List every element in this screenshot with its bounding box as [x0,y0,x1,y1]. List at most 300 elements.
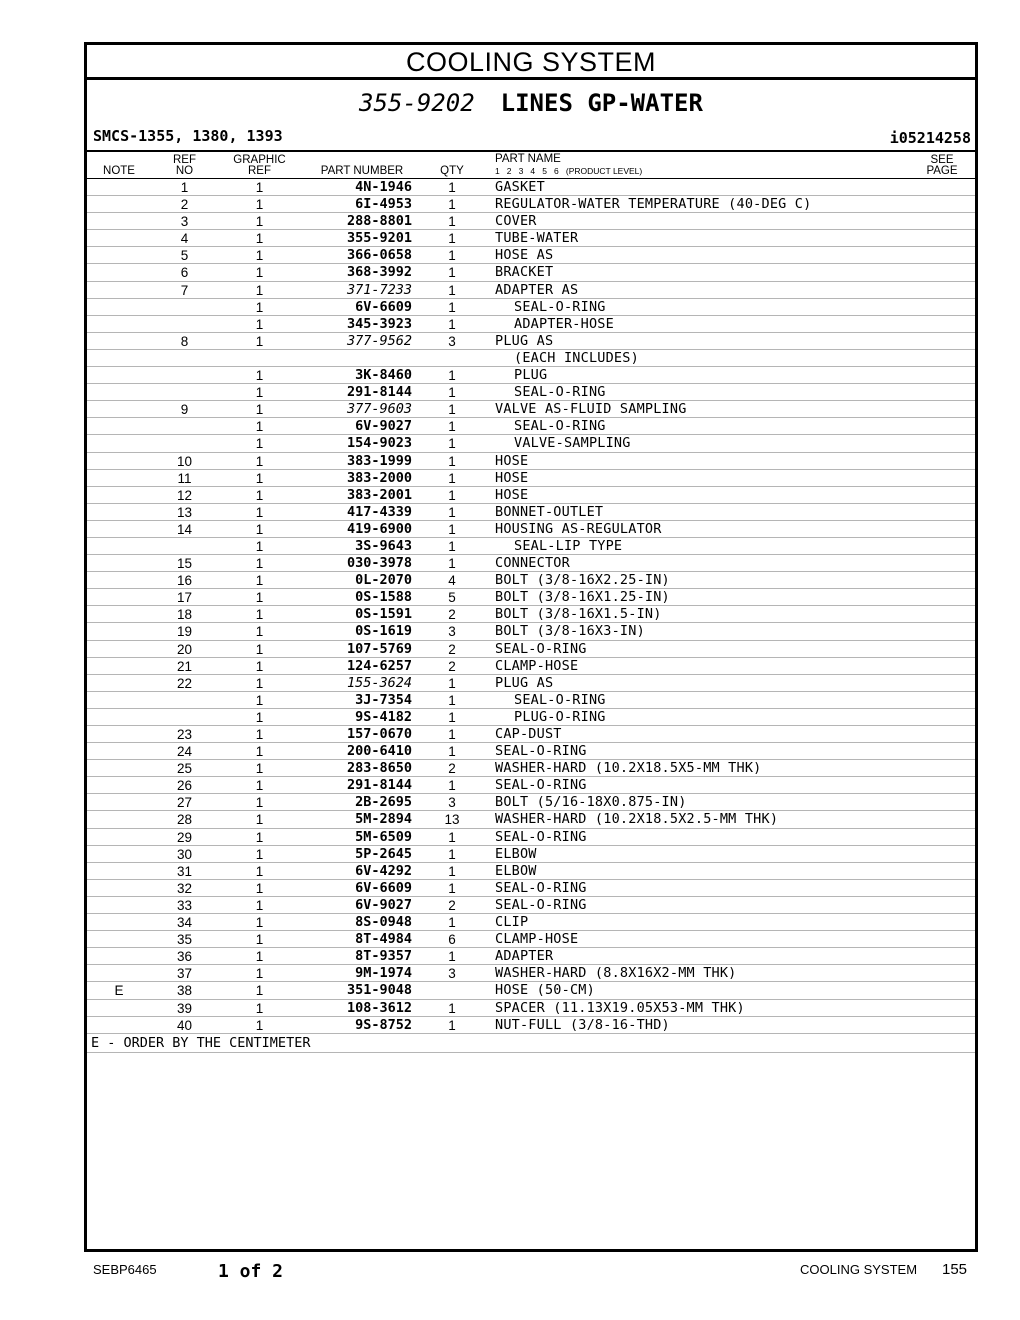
graphic-ref-cell: 1 [255,795,264,811]
table-row [87,350,975,367]
part-name-cell: WASHER-HARD (10.2X18.5X2.5-MM THK) [495,811,779,828]
qty-cell: 4 [448,573,456,589]
table-row [87,470,975,487]
qty-cell: 1 [448,402,456,418]
part-name-cell: ADAPTER AS [495,281,579,298]
part-number-cell: 154-9023 [346,435,412,452]
table-row [87,743,975,760]
part-number-cell: 3S-9643 [355,537,412,554]
part-number-cell: 345-3923 [346,315,412,332]
part-name-cell: SEAL-O-RING [514,298,606,315]
ref-no-cell: 39 [176,1000,193,1016]
part-number-cell: 155-3624 [346,674,412,691]
table-row [87,709,975,726]
part-number-cell: 6V-4292 [355,862,412,879]
qty-cell: 1 [448,368,456,384]
table-row [87,914,975,931]
ref-no-cell: 22 [176,675,193,691]
part-name-cell: SEAL-O-RING [495,777,587,794]
table-row [87,897,975,914]
part-number-cell: 4N-1946 [355,179,412,195]
part-name-cell: TUBE-WATER [495,230,579,247]
page-number: 155 [942,1261,968,1278]
graphic-ref-cell: 1 [255,863,264,879]
qty-cell: 1 [448,385,456,401]
part-number-cell: 417-4339 [346,503,412,520]
part-number-cell: 0S-1619 [355,623,412,640]
part-number-cell: 0L-2070 [355,572,412,589]
ref-no-cell: 19 [176,624,193,640]
part-name-cell: SEAL-O-RING [495,743,587,760]
part-name-cell: SPACER (11.13X19.05X53-MM THK) [495,999,745,1016]
part-number-cell: 371-7233 [346,281,412,298]
part-name-cell: CLIP [495,914,529,931]
part-name-cell: SEAL-O-RING [514,691,606,708]
part-number-cell: 355-9201 [346,230,412,247]
ref-no-cell: 8 [180,333,189,349]
graphic-ref-cell: 1 [255,778,264,794]
part-number-cell: 6V-6609 [355,879,412,896]
graphic-ref-cell: 1 [255,675,264,691]
ref-no-cell: 20 [176,641,193,657]
graphic-ref-cell: 1 [255,385,264,401]
part-name-cell: ADAPTER [495,948,554,965]
ref-no-cell: 34 [176,915,193,931]
part-name-cell: NUT-FULL (3/8-16-THD) [495,1016,670,1033]
ref-no-cell: 31 [176,863,193,879]
graphic-ref-cell: 1 [255,402,264,418]
ref-no-cell: 13 [176,504,193,520]
table-row [87,863,975,880]
graphic-ref-cell: 1 [255,299,264,315]
qty-cell: 1 [448,180,456,195]
table-row [87,948,975,965]
part-number-cell: 6I-4953 [355,196,412,213]
qty-cell: 1 [448,487,456,503]
ref-no-cell: 4 [180,231,189,247]
ref-no-cell: 23 [176,727,193,742]
table-row [87,794,975,811]
graphic-ref-cell: 1 [255,368,264,384]
table-row [87,435,975,452]
part-number-cell: 6V-6609 [355,298,412,315]
graphic-ref-cell: 1 [255,897,264,913]
part-name-cell: BOLT (3/8-16X2.25-IN) [495,572,670,589]
qty-cell: 1 [448,470,456,486]
section-title: COOLING SYSTEM [87,45,975,80]
col-graphic-ref-header-line2: REF [248,165,271,177]
ref-no-cell: 1 [180,180,189,195]
graphic-ref-cell: 1 [255,966,264,982]
qty-cell: 1 [448,675,456,691]
part-name-cell: HOSE [495,452,529,469]
graphic-ref-cell: 1 [255,1017,264,1033]
ref-no-cell: 16 [176,573,193,589]
ref-no-cell: 15 [176,556,193,572]
part-name-cell: COVER [495,213,537,230]
graphic-ref-cell: 1 [255,932,264,948]
graphic-ref-cell: 1 [255,692,264,708]
note-cell: E [114,983,124,999]
part-name-cell: VALVE AS-FLUID SAMPLING [495,401,687,418]
qty-cell: 1 [448,538,456,554]
graphic-ref-cell: 1 [255,983,264,999]
footnote: E - ORDER BY THE CENTIMETER [91,1035,311,1051]
group-name: LINES GP-WATER [500,89,703,117]
part-number-cell: 030-3978 [346,555,412,572]
parts-page-frame [84,42,978,1252]
part-name-cell: SEAL-O-RING [514,384,606,401]
part-number-cell: 377-9562 [346,332,412,349]
qty-cell: 1 [448,231,456,247]
part-number-cell: 383-2001 [346,486,412,503]
product-level-header: 1 2 3 4 5 6 (PRODUCT LEVEL) [495,166,643,176]
header-divider [87,150,975,152]
col-see-page-header-line2: PAGE [926,165,958,177]
part-number-cell: 124-6257 [346,657,412,674]
qty-cell: 3 [448,333,456,349]
qty-cell: 3 [448,966,456,982]
ref-no-cell: 14 [176,521,193,537]
graphic-ref-cell: 1 [255,180,264,195]
qty-cell: 2 [448,897,456,913]
part-number-cell: 291-8144 [346,384,412,401]
qty-cell: 1 [448,521,456,537]
part-name-cell: SEAL-LIP TYPE [514,537,623,554]
col-part-number-header: PART NUMBER [320,165,404,177]
table-row [87,829,975,846]
part-number-cell: 5P-2645 [355,845,412,862]
graphic-ref-cell: 1 [255,556,264,572]
part-name-cell: PLUG AS [495,674,554,691]
part-number-cell: 8T-4984 [355,931,412,948]
qty-cell: 6 [448,932,456,948]
graphic-ref-cell: 1 [255,761,264,777]
col-graphic-ref-header-line1: GRAPHIC [233,154,286,166]
graphic-ref-cell: 1 [255,282,264,298]
part-number-cell: 107-5769 [346,640,412,657]
table-row [87,982,975,999]
table-row [87,504,975,521]
part-name-cell: BOLT (3/8-16X3-IN) [495,623,645,640]
part-number-cell: 366-0658 [346,247,412,264]
graphic-ref-cell: 1 [255,846,264,862]
part-name-cell: WASHER-HARD (10.2X18.5X5-MM THK) [495,760,762,777]
part-number-cell: 3K-8460 [355,367,412,384]
part-name-cell: BRACKET [495,264,554,281]
table-row [87,675,975,692]
col-part-name-header: PART NAME [495,153,561,165]
group-part-number: 355-9202 [359,89,475,117]
graphic-ref-cell: 1 [255,812,264,828]
graphic-ref-cell: 1 [255,949,264,965]
table-row [87,641,975,658]
table-row [87,333,975,350]
part-number-cell: 9M-1974 [355,965,412,982]
part-number-cell: 351-9048 [346,982,412,999]
graphic-ref-cell: 1 [255,915,264,931]
graphic-ref-cell: 1 [255,197,264,213]
qty-cell: 1 [448,504,456,520]
table-row [87,606,975,623]
ref-no-cell: 18 [176,607,193,623]
illustration-id: i05214258 [889,129,971,147]
qty-cell: 1 [448,316,456,332]
part-name-cell: BONNET-OUTLET [495,503,604,520]
qty-cell: 1 [448,1000,456,1016]
col-ref-header [167,155,202,177]
ref-no-cell: 12 [176,487,193,503]
qty-cell: 2 [448,641,456,657]
part-number-cell: 5M-2894 [355,811,412,828]
ref-no-cell: 9 [180,402,189,418]
graphic-ref-cell: 1 [255,214,264,230]
qty-cell: 1 [448,744,456,760]
qty-cell: 3 [448,624,456,640]
table-row [87,316,975,333]
table-row [87,726,975,743]
col-see-page-header-line1: SEE [930,154,954,166]
part-number-cell: 157-0670 [346,726,412,742]
graphic-ref-cell: 1 [255,590,264,606]
part-name-cell: HOSE AS [495,247,554,264]
ref-no-cell: 26 [176,778,193,794]
qty-cell: 1 [448,265,456,281]
qty-cell: 1 [448,556,456,572]
part-name-cell: CLAMP-HOSE [495,931,579,948]
part-name-cell: ELBOW [495,862,537,879]
part-number-cell: 6V-9027 [355,896,412,913]
ref-no-cell: 25 [176,761,193,777]
table-row [87,230,975,247]
part-number-cell: 9S-8752 [355,1016,412,1033]
table-row [87,846,975,863]
ref-no-cell: 36 [176,949,193,965]
col-ref-header-line2: NO [175,165,194,177]
col-ref-header-line1: REF [173,154,196,166]
part-name-cell: SEAL-O-RING [514,418,606,435]
ref-no-cell: 21 [176,658,193,674]
ref-no-cell: 10 [176,453,193,469]
qty-cell: 1 [448,727,456,742]
qty-cell: 1 [448,949,456,965]
table-row [87,623,975,640]
table-row [87,538,975,555]
part-name-cell: CONNECTOR [495,555,570,572]
group-heading [87,89,975,117]
part-name-cell: PLUG AS [495,332,554,349]
graphic-ref-cell: 1 [255,487,264,503]
part-name-cell: PLUG-O-RING [514,708,606,725]
part-number-cell: 0S-1588 [355,589,412,606]
graphic-ref-cell: 1 [255,538,264,554]
document-id: SEBP6465 [93,1262,157,1277]
part-number-cell: 291-8144 [346,777,412,794]
ref-no-cell: 37 [176,966,193,982]
graphic-ref-cell: 1 [255,641,264,657]
part-number-cell: 8S-0948 [355,914,412,931]
qty-cell: 1 [448,248,456,264]
qty-cell: 3 [448,795,456,811]
table-row [87,555,975,572]
part-name-cell: HOSE (50-CM) [495,982,595,999]
table-row [87,247,975,264]
part-name-cell: CLAMP-HOSE [495,657,579,674]
part-name-cell: CAP-DUST [495,726,562,742]
part-name-cell: ELBOW [495,845,537,862]
part-number-cell: 419-6900 [346,520,412,537]
smcs-codes: SMCS-1355, 1380, 1393 [93,127,283,145]
ref-no-cell: 29 [176,829,193,845]
table-row [87,521,975,538]
col-note-header: NOTE [103,165,135,177]
table-row [87,1017,975,1034]
part-name-cell: SEAL-O-RING [495,828,587,845]
part-number-cell: 383-2000 [346,469,412,486]
col-qty-header: QTY [440,165,464,177]
qty-cell: 1 [448,778,456,794]
qty-cell: 1 [448,846,456,862]
table-row [87,1000,975,1017]
graphic-ref-cell: 1 [255,607,264,623]
part-name-cell: GASKET [495,179,545,195]
graphic-ref-cell: 1 [255,658,264,674]
graphic-ref-cell: 1 [255,419,264,435]
part-number-cell: 3J-7354 [355,691,412,708]
graphic-ref-cell: 1 [255,829,264,845]
part-name-cell: SEAL-O-RING [495,879,587,896]
graphic-ref-cell: 1 [255,727,264,742]
ref-no-cell: 17 [176,590,193,606]
table-row [87,572,975,589]
qty-cell: 1 [448,915,456,931]
part-number-cell: 377-9603 [346,401,412,418]
graphic-ref-cell: 1 [255,333,264,349]
qty-cell: 1 [448,863,456,879]
graphic-ref-cell: 1 [255,521,264,537]
part-name-cell: HOUSING AS-REGULATOR [495,520,662,537]
graphic-ref-cell: 1 [255,880,264,896]
qty-cell: 1 [448,214,456,230]
graphic-ref-cell: 1 [255,709,264,725]
graphic-ref-cell: 1 [255,436,264,452]
part-number-cell: 9S-4182 [355,708,412,725]
part-name-cell: WASHER-HARD (8.8X16X2-MM THK) [495,965,737,982]
qty-cell: 2 [448,761,456,777]
part-name-cell: BOLT (3/8-16X1.5-IN) [495,606,662,623]
qty-cell: 2 [448,658,456,674]
part-number-cell: 368-3992 [346,264,412,281]
qty-cell: 1 [448,282,456,298]
table-row [87,299,975,316]
part-name-cell: VALVE-SAMPLING [514,435,631,452]
qty-cell: 1 [448,829,456,845]
ref-no-cell: 38 [176,983,193,999]
ref-no-cell: 28 [176,812,193,828]
table-row [87,777,975,794]
parts-table [87,179,975,1034]
ref-no-cell: 40 [176,1017,193,1033]
qty-cell: 1 [448,1017,456,1033]
col-graphic-ref-header [227,155,292,177]
graphic-ref-cell: 1 [255,248,264,264]
qty-cell: 1 [448,453,456,469]
part-name-cell: BOLT (5/16-18X0.875-IN) [495,794,687,811]
ref-no-cell: 30 [176,846,193,862]
part-name-cell: HOSE [495,469,529,486]
qty-cell: 2 [448,607,456,623]
table-row [87,589,975,606]
graphic-ref-cell: 1 [255,624,264,640]
part-number-cell: 8T-9357 [355,948,412,965]
table-row [87,811,975,828]
graphic-ref-cell: 1 [255,504,264,520]
ref-no-cell: 5 [180,248,189,264]
part-name-cell: PLUG [514,367,548,384]
table-row [87,384,975,401]
qty-cell: 1 [448,299,456,315]
qty-cell: 1 [448,436,456,452]
ref-no-cell: 7 [180,282,189,298]
table-row [87,213,975,230]
part-name-cell: HOSE [495,486,529,503]
ref-no-cell: 3 [180,214,189,230]
footnote-divider [87,1052,975,1053]
part-number-cell: 6V-9027 [355,418,412,435]
part-number-cell: 108-3612 [346,999,412,1016]
part-name-cell: SEAL-O-RING [495,896,587,913]
table-row [87,282,975,299]
graphic-ref-cell: 1 [255,470,264,486]
table-row [87,658,975,675]
qty-cell: 1 [448,880,456,896]
part-name-cell: SEAL-O-RING [495,640,587,657]
ref-no-cell: 6 [180,265,189,281]
table-row [87,367,975,384]
qty-cell: 13 [444,812,460,828]
ref-no-cell: 11 [177,470,192,486]
qty-cell: 1 [448,419,456,435]
graphic-ref-cell: 1 [255,453,264,469]
part-number-cell: 2B-2695 [355,794,412,811]
ref-no-cell: 35 [176,932,193,948]
part-number-cell: 200-6410 [346,743,412,760]
table-row [87,487,975,504]
part-number-cell: 5M-6509 [355,828,412,845]
table-row [87,196,975,213]
graphic-ref-cell: 1 [255,1000,264,1016]
table-row [87,931,975,948]
part-name-cell: REGULATOR-WATER TEMPERATURE (40-DEG C) [495,196,812,213]
graphic-ref-cell: 1 [255,744,264,760]
graphic-ref-cell: 1 [255,316,264,332]
part-name-cell: BOLT (3/8-16X1.25-IN) [495,589,670,606]
graphic-ref-cell: 1 [255,573,264,589]
table-row [87,453,975,470]
part-name-cell: ADAPTER-HOSE [514,315,614,332]
ref-no-cell: 33 [176,897,193,913]
ref-no-cell: 27 [176,795,193,811]
table-row [87,264,975,281]
ref-no-cell: 24 [176,744,193,760]
part-name-cell: (EACH INCLUDES) [514,349,639,366]
table-row [87,760,975,777]
part-number-cell: 0S-1591 [355,606,412,623]
qty-cell: 5 [448,590,456,606]
page-of-indicator: 1 of 2 [218,1261,284,1282]
graphic-ref-cell: 1 [255,231,264,247]
table-row [87,401,975,418]
